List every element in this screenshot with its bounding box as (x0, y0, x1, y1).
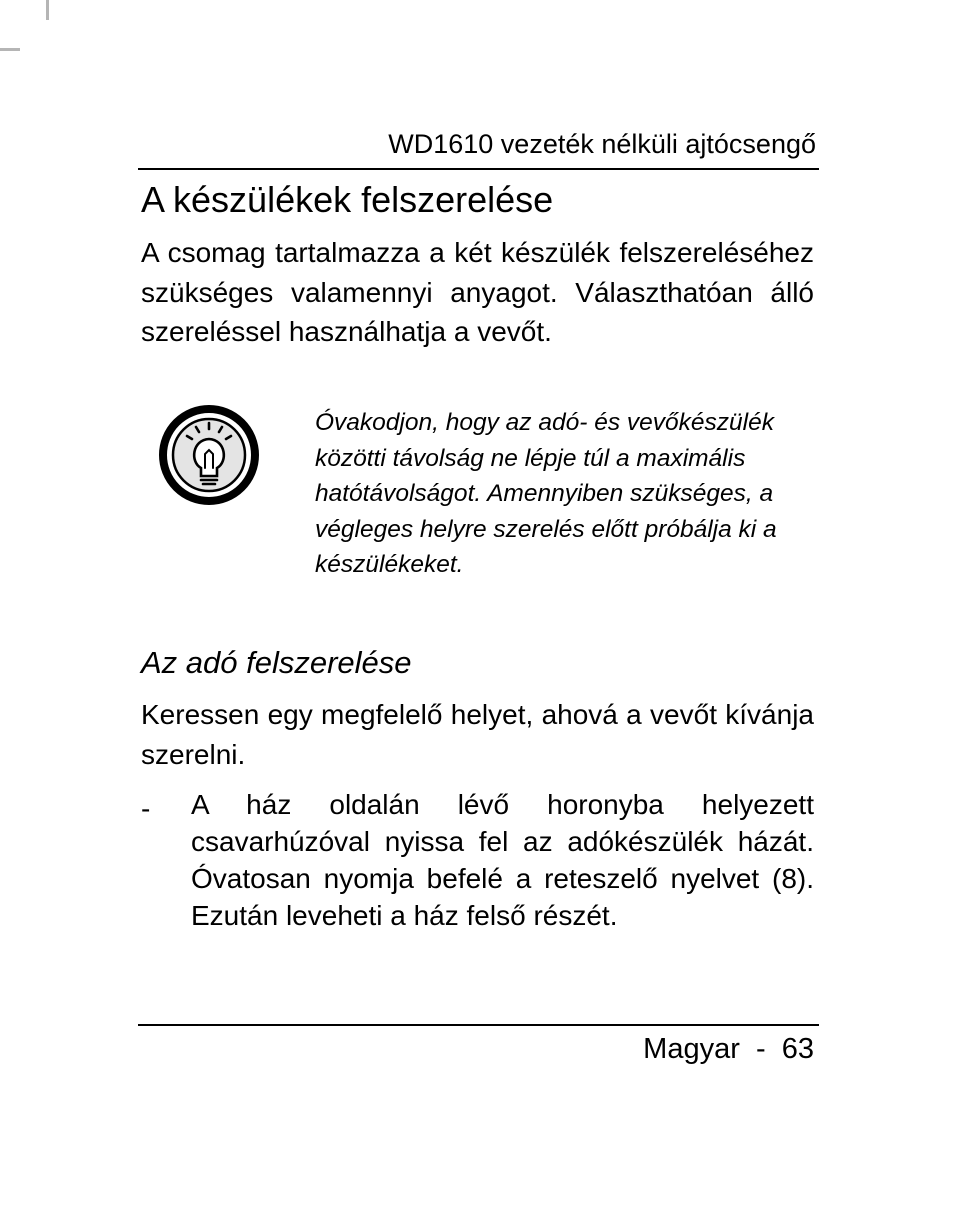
crop-mark-horizontal (0, 48, 20, 51)
list-marker: - (141, 793, 151, 824)
section-title: A készülékek felszerelése (141, 179, 554, 220)
subsection-paragraph: Keressen egy megfelelő helyet, ahová a vevőt kívánja szerelni. (141, 699, 814, 770)
list-item: A ház oldalán lévő horonyba helyezett csavarhúzóval nyissa fel az adókészülék házát. Óvatosan nyomja befelé a reteszelő nyelvet (8). Ezután leveheti a ház felső részét. (191, 789, 814, 931)
lightbulb-icon (156, 404, 262, 508)
intro-paragraph: A csomag tartalmazza a két készülék felszereléséhez szükséges valamennyi anyagot. Választhatóan álló szereléssel használhatja a vevőt. (141, 237, 814, 347)
footer-rule (138, 1024, 819, 1026)
crop-mark-vertical (46, 0, 49, 20)
warning-note: Óvakodjon, hogy az adó- és vevőkészülék közötti távolság ne lépje túl a maximális hatótávolságot. Amennyiben szükséges, a végleges helyre szerelés előtt próbálja ki a készülékeket. (315, 409, 777, 578)
page-number: Magyar - 63 (643, 1033, 814, 1065)
header-rule (138, 168, 819, 170)
running-header: WD1610 vezeték nélküli ajtócsengő (388, 129, 816, 159)
subsection-title: Az adó felszerelése (141, 645, 412, 680)
